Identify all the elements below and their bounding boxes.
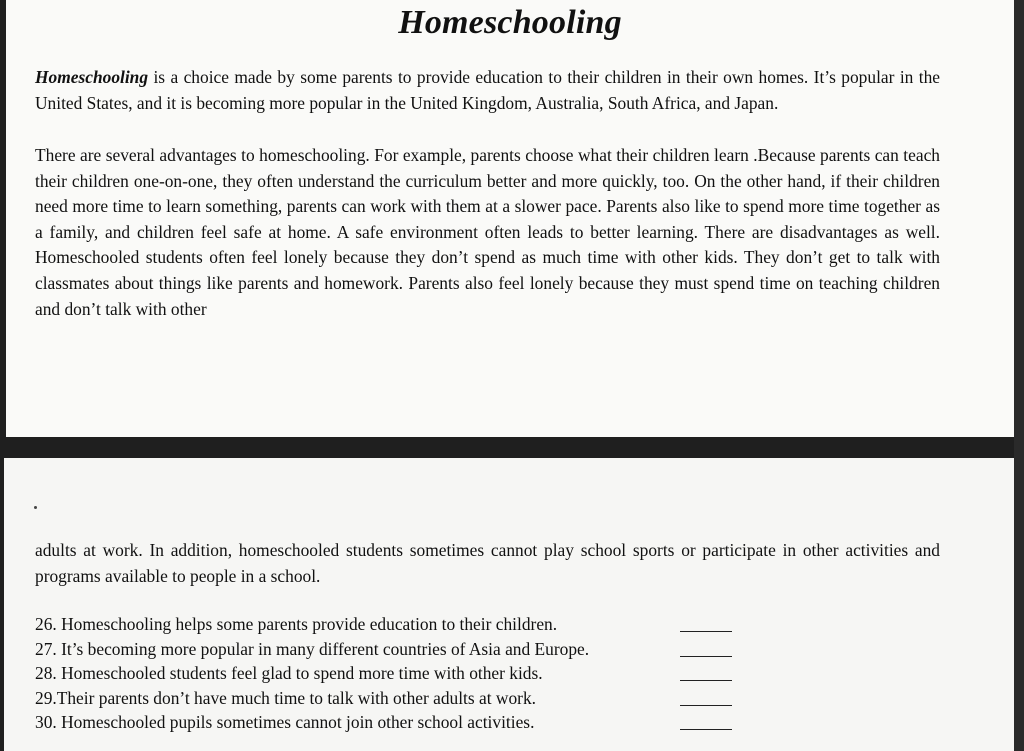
page-speck [34,506,37,509]
question-item [35,612,735,637]
background-edge [1014,0,1024,751]
question-text: 27. It’s becoming more popular in many different countries of Asia and Europe. [35,638,590,659]
question-text: 29.Their parents don’t have much time to talk with other adults at work. [35,687,536,708]
question-text: 30. Homeschooled pupils sometimes cannot join other school activities. [35,712,535,732]
question-item [35,661,735,686]
answer-blank[interactable] [680,680,732,681]
answer-blank[interactable] [680,729,732,730]
document-page-bottom [4,458,1016,751]
answer-blank[interactable] [680,631,732,632]
question-item [35,686,735,711]
question-text: 26. Homeschooling helps some parents provide education to their children. [35,614,558,634]
advantages-paragraph: There are several advantages to homeschooling. For example, parents choose what their children learn .Because parents can teach their children one-on-one, they often understand the curriculum better and more quickly, too. On the other hand, if their children need more time to learn something, parents can work with them at a slower pace. Parents also like to spend more time together as a family, and children feel safe at home. A safe environment often leads to better learning. There are disadvantages as well. Homeschooled students often feel lonely because they don’t spend as much time with other kids. They don’t get to talk with classmates about things like parents and homework. Parents also feel lonely because they must spend time on teaching children and don’t talk with other [35,145,940,319]
document-page-top [6,0,1014,437]
answer-blank[interactable] [680,656,732,657]
question-item [35,637,735,662]
question-item [35,710,735,735]
continued-paragraph: adults at work. In addition, homeschooled students sometimes cannot play school sports or participate in other activities and programs available to people in a school. [35,540,940,586]
intro-paragraph [35,65,940,116]
document-title: Homeschooling [398,4,622,41]
answer-blank[interactable] [680,705,732,706]
question-text: 28. Homeschooled students feel glad to spend more time with other kids. [35,663,543,683]
question-list [35,612,735,735]
intro-lead-word: Homeschooling [35,67,149,87]
intro-text: is a choice made by some parents to provide education to their children in their own homes. It’s popular in the United States, and it is becoming more popular in the United Kingdom, Australia, South Africa, and Japan. [35,67,940,113]
